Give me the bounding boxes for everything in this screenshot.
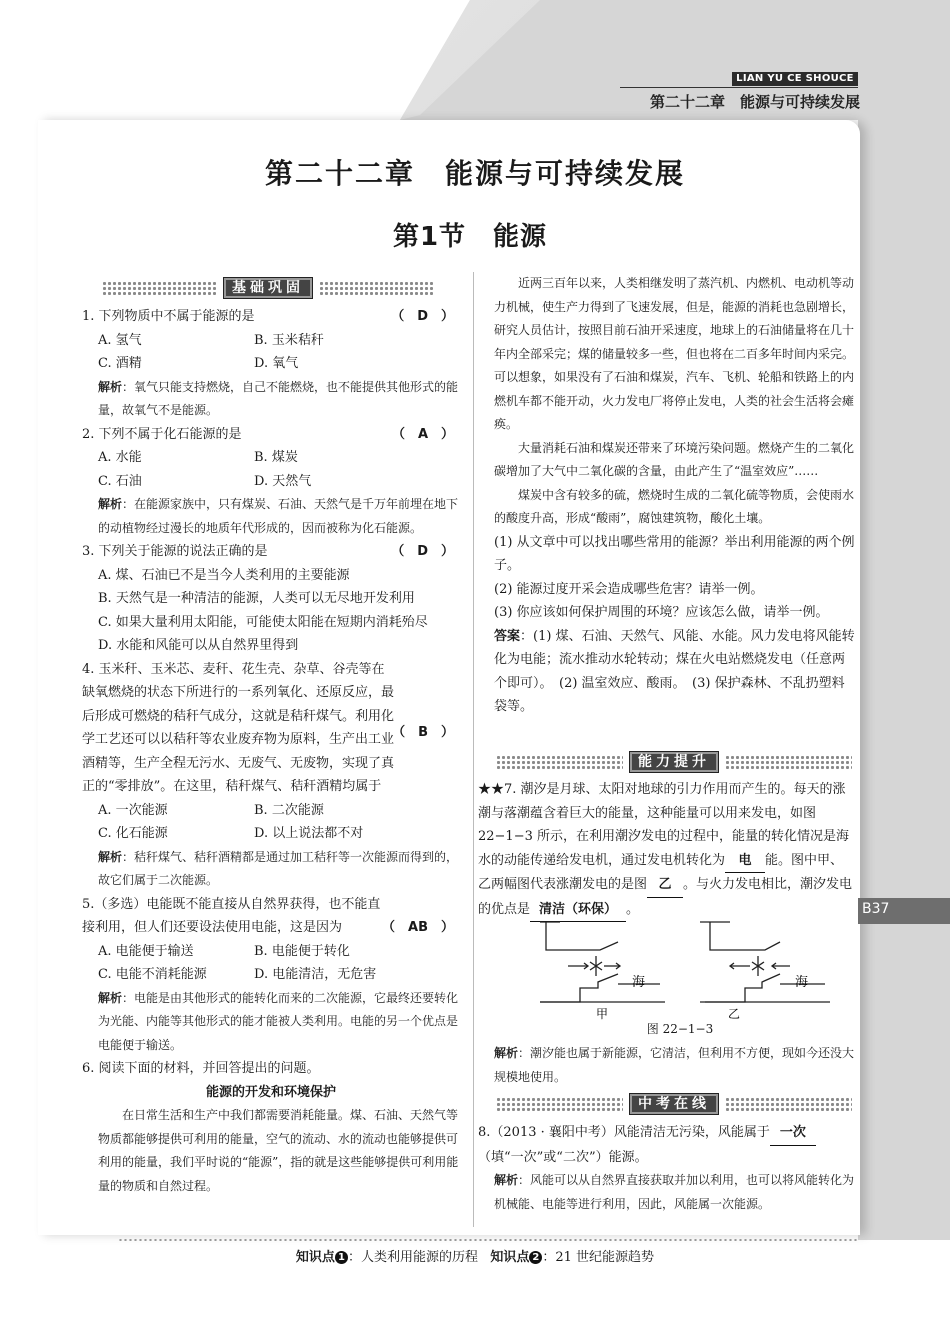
figure-caption: 图 22−1−3	[646, 1022, 714, 1036]
q5-opt-d: D. 电能清洁，无危害	[254, 967, 377, 982]
banner-basic-label: 基础巩固	[223, 277, 313, 299]
q8-explanation: 解析：风能可以从自然界直接获取并加以利用，也可以将风能转化为机械能、电能等进行利用，因此，风能属一次能源。	[494, 1173, 855, 1211]
q4-opt-c: C. 化石能源	[98, 826, 168, 841]
page-number: B37	[862, 901, 890, 917]
banner-ability-label: 能力提升	[629, 751, 719, 773]
q7-blank-1: 电	[725, 849, 765, 874]
q2-opt-c: C. 石油	[98, 473, 142, 489]
q2-opt-b: B. 煤炭	[254, 450, 298, 465]
q1-answer: （ D ）	[391, 309, 454, 324]
q4-opt-a: A. 一次能源	[98, 802, 168, 818]
column-divider	[473, 272, 474, 1227]
fig-yi-dam-bottom	[705, 974, 780, 1002]
fig-label-jia: 甲	[596, 1007, 609, 1021]
q3-opt-b: B. 天然气是一种清洁的能源，人类可以无尽地开发利用	[98, 591, 415, 606]
q6-sub-2: (2) 能源过度开采会造成哪些危害？请举一例。	[494, 581, 764, 597]
article-paragraph-1: 在日常生活和生产中我们都需要消耗能量。煤、石油、天然气等物质都能够提供可利用的能量，空气的流动、水的流动也能够提供可利用的能量，我们平时说的“能源”，指的就是这些能够提供可利用能量的物质和自然过程。	[98, 1108, 459, 1193]
q7-blank-2: 乙	[647, 873, 683, 898]
q7-stem-b: 能。图中甲、乙两幅图代表涨潮发电的是图	[478, 852, 844, 892]
q7-stem-a: 7. 潮汐是月球、太阳对地球的引力作用而产生的。每天的涨潮与落潮蕴含着巨大的能量，这种能量可以用来发电，如图 22−1−3 所示，在利用潮汐发电的过程中，能量的转化情况是海水的动能传递给发电机，通过发电机转化为	[478, 782, 850, 868]
footer-knowledge-points	[0, 1246, 950, 1265]
kp1-number: 1	[335, 1251, 348, 1264]
q4-answer: （ B ）	[392, 725, 454, 740]
q5-stem: 5.（多选）电能既不能直接从自然界获得，也不能直接利用，但人们还要设法使用电能，这是因为	[82, 896, 381, 935]
fig-jia-dam-top	[546, 922, 618, 950]
q3-stem: 3. 下列关于能源的说法正确的是	[82, 544, 268, 559]
kp2-text: ：21 世纪能源趋势	[542, 1250, 655, 1265]
q2-opt-a: A. 水能	[98, 450, 142, 465]
q1-opt-d: D. 氧气	[254, 356, 299, 371]
question-7	[478, 778, 856, 922]
q2-stem: 2. 下列不属于化石能源的是	[82, 426, 242, 442]
banner-exam-label: 中考在线	[629, 1093, 719, 1115]
q5-opt-c: C. 电能不消耗能源	[98, 967, 207, 982]
q7-stem-d: 。	[626, 901, 640, 917]
fig-sea-label-1: 海	[632, 975, 646, 990]
article-title: 能源的开发和环境保护	[205, 1084, 336, 1100]
q6-sub-3: (3) 你应该如何保护周围的环境？应该怎么做，请举一例。	[494, 605, 829, 620]
q8-blank: 一次	[770, 1121, 816, 1146]
q5-opt-a: A. 电能便于输送	[98, 943, 194, 959]
q8-stem-b: （填“一次”或“二次”）能源。	[478, 1149, 648, 1165]
q7-blank-3: 清洁（环保）	[530, 898, 626, 923]
q1-explanation: 解析：氧气只能支持燃烧，自己不能燃烧，也不能提供其他形式的能量，故氧气不是能源。	[98, 379, 459, 417]
series-code: LIAN YU CE SHOUCE	[732, 72, 858, 86]
q4-stem: 4. 玉米秆、玉米芯、麦秆、花生壳、杂草、谷壳等在缺氧燃烧的状态下所进行的一系列氧化、还原反应，最后形成可燃烧的秸秆气成分，这就是秸秆煤气。利用化学工艺还可以以秸秆等农业废弃物为原料，生产出工业酒精等，生产全程无污水、无废气、无废物，实现了真正的“零排放”。在这里，秸秆煤气、秸秆酒精均属于	[82, 661, 395, 794]
question-3	[82, 540, 460, 658]
banner-ability	[496, 751, 852, 773]
q4-opt-d: D. 以上说法都不对	[254, 826, 364, 841]
chapter-title: 第二十二章 能源与可持续发展	[264, 157, 685, 190]
question-6	[82, 1057, 460, 1198]
kp1-label: 知识点	[295, 1250, 335, 1265]
right-column	[494, 272, 856, 719]
fig-jia-dam-bottom	[540, 974, 618, 1002]
q3-opt-c: C. 如果大量利用太阳能，可能使太阳能在短期内消耗殆尽	[98, 614, 428, 630]
q7-explanation-block	[494, 1042, 856, 1089]
kp2-number: 2	[529, 1251, 542, 1264]
running-header: 第二十二章 能源与可持续发展	[649, 93, 860, 111]
q6-sub-1: (1) 从文章中可以找出哪些常用的能源？举出利用能源的两个例子。	[494, 534, 855, 573]
q1-stem: 1. 下列物质中不属于能源的是	[82, 309, 255, 324]
left-column	[82, 305, 460, 1198]
tidal-diagram	[540, 918, 830, 1028]
header-rule	[620, 87, 858, 88]
q1-opt-b: B. 玉米秸秆	[254, 332, 324, 348]
question-5	[82, 893, 460, 1058]
q7-explanation: 解析：潮汐能也属于新能源，它清洁，但利用不方便，现如今还没大规模地使用。	[494, 1046, 855, 1084]
question-2	[82, 423, 460, 541]
article-paragraph-4: 煤炭中含有较多的硫，燃烧时生成的二氧化硫等物质，会使雨水的酸度升高，形成“酸雨”，腐蚀建筑物，酸化土壤。	[494, 487, 855, 525]
q7-stars: ★★	[478, 782, 505, 797]
q2-opt-d: D. 天然气	[254, 473, 312, 489]
fig-sea-label-2: 海	[795, 975, 809, 990]
q4-opt-b: B. 二次能源	[254, 802, 324, 818]
q5-explanation: 解析：电能是由其他形式的能转化而来的二次能源，它最终还要转化为光能、内能等其他形式的能才能被人类利用。电能的另一个优点是电能便于输送。	[98, 990, 459, 1052]
banner-exam	[496, 1093, 852, 1115]
kp1-text: ：人类利用能源的历程	[347, 1250, 478, 1265]
q6-stem: 6. 阅读下面的材料，并回答提出的问题。	[82, 1061, 320, 1076]
q3-answer: （ D ）	[391, 544, 454, 559]
q1-opt-c: C. 酒精	[98, 356, 142, 371]
q7-stem-c: 。与火力发电相比，潮汐发电的优点是	[478, 877, 853, 917]
footer-dotted-rule	[118, 1238, 858, 1242]
section-title: 第1节 能源	[392, 222, 548, 252]
q3-opt-a: A. 煤、石油已不是当今人类利用的主要能源	[98, 567, 350, 583]
q2-answer: （ A ）	[391, 426, 454, 442]
kp2-label: 知识点	[490, 1250, 530, 1265]
q2-explanation: 解析：在能源家族中，只有煤炭、石油、天然气是千万年前埋在地下的动植物经过漫长的地质年代形成的，因而被称为化石能源。	[98, 497, 459, 535]
q4-explanation: 解析：秸秆煤气、秸秆酒精都是通过加工秸秆等一次能源而得到的，故它们属于二次能源。	[98, 849, 459, 887]
question-4	[82, 658, 460, 893]
fig-yi-dam-top	[710, 922, 780, 950]
q6-answer: 答案：(1) 煤、石油、天然气、风能、水能。风力发电将风能转化为电能；流水推动水轮转动；煤在火电站燃烧发电（任意两个即可）。 (2) 温室效应、酸雨。 (3) 保护森林、不乱扔塑料袋等。	[494, 628, 855, 714]
fig-label-yi: 乙	[728, 1007, 741, 1021]
article-paragraph-2: 近两三百年以来，人类相继发明了蒸汽机、内燃机、电动机等动力机械，使生产力得到了飞速发展，但是，能源的消耗也急剧增长，研究人员估计，按照目前石油开采速度，地球上的石油储量将在几十年内全部采完；煤的储量较多一些，但也将在二百多年时间内采完。可以想象，如果没有了石油和煤炭，汽车、飞机、轮船和铁路上的内燃机车都不能开动，火力发电厂将停止发电，人类的社会生活将会瘫痪。	[494, 276, 855, 431]
q5-opt-b: B. 电能便于转化	[254, 943, 350, 959]
q1-opt-a: A. 氢气	[98, 332, 142, 348]
question-8	[478, 1121, 856, 1216]
q3-opt-d: D. 水能和风能可以从自然界里得到	[98, 638, 299, 653]
article-paragraph-3: 大量消耗石油和煤炭还带来了环境污染问题。燃烧产生的二氧化碳增加了大气中二氧化碳的含量，由此产生了“温室效应”……	[494, 440, 855, 478]
banner-basic	[102, 277, 434, 299]
question-1	[82, 305, 460, 423]
q8-stem-a: 8.（2013 · 襄阳中考）风能清洁无污染，风能属于	[478, 1125, 770, 1140]
q5-answer: （ AB ）	[382, 919, 454, 935]
